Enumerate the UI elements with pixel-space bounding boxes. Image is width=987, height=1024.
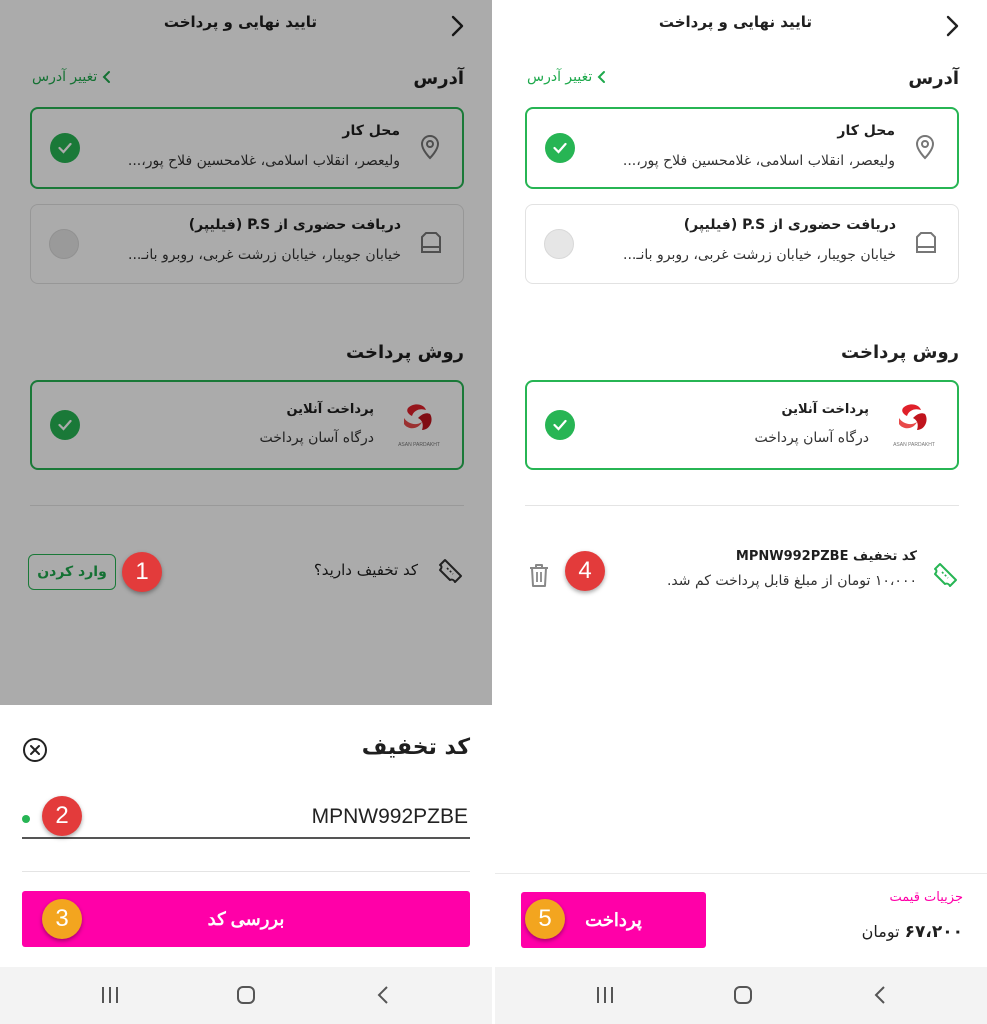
payment-method-title: پرداخت آنلاین — [781, 402, 869, 417]
payment-option-online[interactable] — [525, 380, 959, 470]
address-option-title: محل کار — [342, 123, 400, 139]
divider — [22, 871, 470, 872]
trash-icon[interactable] — [527, 562, 551, 588]
address-option-work[interactable] — [525, 107, 959, 189]
payment-method-subtitle: درگاه آسان پرداخت — [754, 430, 869, 446]
payment-method-subtitle: درگاه آسان پرداخت — [259, 430, 374, 446]
location-pin-icon — [911, 133, 939, 161]
total-price — [862, 922, 963, 942]
recent-apps-icon[interactable] — [98, 983, 122, 1007]
logo-text: ASAN PARDAKHT — [893, 442, 935, 448]
address-option-title: دریافت حضوری از P.S (فیلیپر) — [683, 217, 896, 233]
discount-code-input[interactable] — [22, 797, 470, 839]
right-screen — [495, 0, 987, 1024]
android-nav-bar — [495, 967, 987, 1024]
price-amount: ۶۷،۲۰۰ — [904, 922, 963, 942]
home-icon[interactable] — [234, 983, 258, 1007]
sheet-title: کد تخفیف — [361, 735, 470, 760]
step-badge-2: 2 — [42, 796, 82, 836]
address-option-pickup[interactable] — [525, 204, 959, 284]
back-chevron-icon[interactable] — [941, 14, 963, 38]
step-badge-4: 4 — [565, 551, 605, 591]
address-section-title: آدرس — [413, 68, 464, 89]
step-badge-3: 3 — [42, 899, 82, 939]
price-details-link[interactable]: جزییات قیمت — [889, 890, 963, 905]
store-icon — [912, 229, 940, 257]
address-option-title: محل کار — [837, 123, 895, 139]
focus-dot — [22, 815, 30, 823]
check-code-button[interactable]: بررسی کد — [22, 891, 470, 947]
back-icon[interactable] — [372, 983, 396, 1007]
address-section-title: آدرس — [908, 68, 959, 89]
close-icon[interactable] — [22, 737, 48, 763]
back-icon[interactable] — [869, 983, 893, 1007]
home-icon[interactable] — [731, 983, 755, 1007]
address-option-subtitle: خیابان جویبار، خیابان زرشت غربی، روبرو بانـ... — [128, 247, 401, 263]
address-option-subtitle: ولیعصر، انقلاب اسلامی، غلامحسین فلاح پور،... — [127, 153, 400, 169]
asan-pardakht-logo — [889, 402, 939, 450]
chevron-left-icon — [596, 70, 606, 84]
change-address-label: تغییر آدرس — [527, 69, 593, 85]
left-screen — [0, 0, 492, 1024]
price-currency: تومان — [861, 922, 900, 941]
check-icon — [545, 410, 575, 440]
payment-section-title: روش پرداخت — [840, 342, 959, 363]
change-address-link[interactable] — [527, 69, 606, 85]
pay-button[interactable]: پرداخت — [521, 892, 706, 948]
divider — [525, 505, 959, 506]
step-badge-5: 5 — [525, 899, 565, 939]
check-icon — [545, 133, 575, 163]
ticket-icon — [931, 561, 959, 589]
android-nav-bar — [0, 967, 492, 1024]
payment-method-title: پرداخت آنلاین — [286, 402, 374, 417]
applied-discount-title: کد تخفیف MPNW992PZBE — [735, 549, 917, 564]
modal-backdrop[interactable] — [0, 0, 492, 705]
address-option-subtitle: ولیعصر، انقلاب اسلامی، غلامحسین فلاح پور،... — [622, 153, 895, 169]
page-title: تایید نهایی و پرداخت — [163, 13, 317, 31]
recent-apps-icon[interactable] — [593, 983, 617, 1007]
payment-section-title: روش پرداخت — [345, 342, 464, 363]
logo-text: ASAN PARDAKHT — [398, 442, 440, 448]
discount-question: کد تخفیف دارید؟ — [313, 561, 418, 579]
applied-discount-description: ۱۰،۰۰۰ تومان از مبلغ قابل پرداخت کم شد. — [666, 573, 917, 589]
step-badge-1: 1 — [122, 552, 162, 592]
address-option-subtitle: خیابان جویبار، خیابان زرشت غربی، روبرو بانـ... — [623, 247, 896, 263]
page-title: تایید نهایی و پرداخت — [658, 13, 812, 31]
change-address-label: تغییر آدرس — [32, 69, 98, 85]
address-option-title: دریافت حضوری از P.S (فیلیپر) — [188, 217, 401, 233]
enter-discount-button[interactable]: وارد کردن — [28, 554, 116, 590]
radio-unselected — [544, 229, 574, 259]
